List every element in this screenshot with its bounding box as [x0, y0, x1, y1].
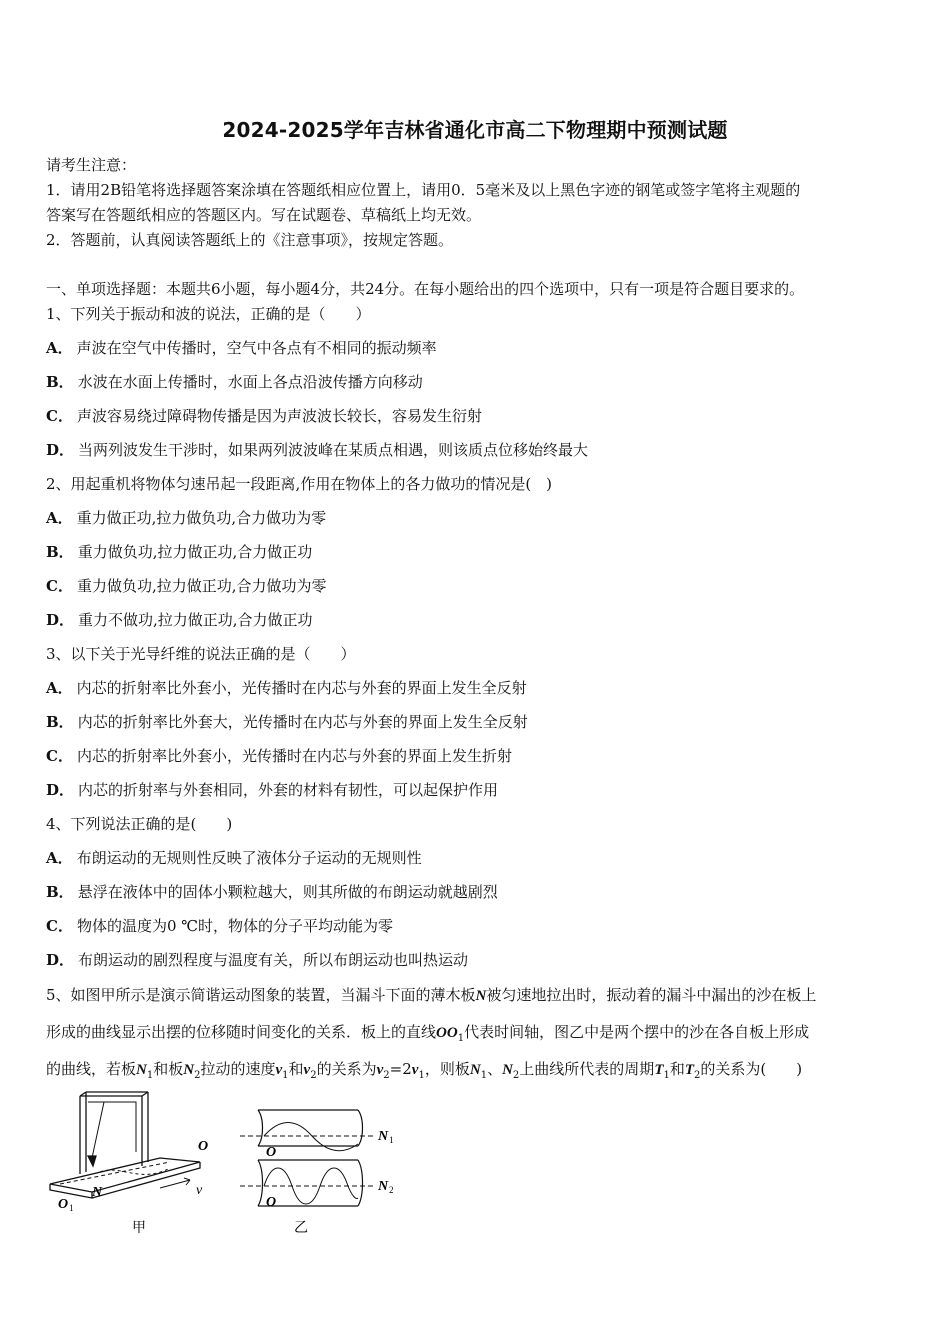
figure-label-o-bottom: O	[266, 1195, 277, 1210]
section-heading: 一、单项选择题：本题共6小题，每小题4分，共24分。在每小题给出的四个选项中，只有一项是符合题目要求的。	[46, 280, 805, 298]
symbol: N	[502, 1062, 513, 1078]
pendulum-figure	[40, 1088, 420, 1238]
figure-label-v: v	[196, 1183, 203, 1198]
symbol: T	[684, 1062, 695, 1078]
option-text: 内芯的折射率比外套小，光传播时在内芯与外套的界面上发生全反射	[76, 679, 527, 697]
option-text: 声波容易绕过障碍物传播是因为声波波长较长，容易发生衍射	[76, 407, 482, 425]
text: 代表时间轴，图乙中是两个摆中的沙在各自板上形成	[464, 1023, 810, 1041]
subscript: 1	[282, 1070, 289, 1081]
option-text: 悬浮在液体中的固体小颗粒越大，则其所做的布朗运动就越剧烈	[77, 883, 498, 901]
notice-item-2: 2．答题前，认真阅读答题纸上的《注意事项》，按规定答题。	[46, 231, 454, 249]
text: 和	[288, 1060, 304, 1078]
question-4-option-b: B． 悬浮在液体中的固体小颗粒越大，则其所做的布朗运动就越剧烈	[46, 883, 498, 901]
subscript: 2	[194, 1070, 201, 1081]
figure-label-n1-sub: 1	[389, 1135, 394, 1145]
question-5-line-1	[46, 984, 816, 1005]
figure-label-o1-sub: 1	[69, 1203, 74, 1213]
question-3-option-d: D． 内芯的折射率与外套相同，外套的材料有韧性，可以起保护作用	[46, 781, 499, 799]
text: 的曲线，若板	[46, 1060, 137, 1078]
text: 5、如图甲所示是演示简谐运动图象的装置，当漏斗下面的薄木板	[46, 986, 476, 1004]
symbol: v	[275, 1062, 283, 1078]
question-2-stem: 2、用起重机将物体匀速吊起一段距离,作用在物体上的各力做功的情况是( )	[46, 475, 553, 493]
option-text: 声波在空气中传播时，空气中各点有不相同的振动频率	[76, 339, 437, 357]
notice-heading: 请考生注意：	[46, 156, 137, 174]
option-text: 内芯的折射率比外套大，光传播时在内芯与外套的界面上发生全反射	[77, 713, 528, 731]
text: 形成的曲线显示出摆的位移随时间变化的关系．板上的直线	[46, 1023, 437, 1041]
figure-label-n2: N	[378, 1179, 389, 1194]
question-3-option-b: B． 内芯的折射率比外套大，光传播时在内芯与外套的界面上发生全反射	[46, 713, 528, 731]
question-5-line-2	[46, 1021, 809, 1044]
text: ，则板	[424, 1060, 470, 1078]
question-2-option-b: B． 重力做负功,拉力做正功,合力做正功	[46, 543, 313, 561]
option-text: 重力不做功,拉力做正功,合力做正功	[78, 611, 313, 629]
option-text: 水波在水面上传播时，水面上各点沿波传播方向移动	[77, 373, 423, 391]
text: 的关系为( )	[700, 1060, 803, 1078]
subscript: 1	[418, 1070, 425, 1081]
option-text: 物体的温度为0 ℃时，物体的分子平均动能为零	[76, 917, 394, 935]
text: 和板	[153, 1060, 184, 1078]
figure-label-n1: N	[378, 1129, 389, 1144]
notice-item-1a: 1．请用2B铅笔将选择题答案涂填在答题纸相应位置上，请用0．5毫米及以上黑色字迹的钢笔或签字笔将主观题的	[46, 181, 801, 199]
subscript: 2	[383, 1070, 390, 1081]
subscript: 1	[457, 1033, 465, 1044]
symbol: N	[136, 1062, 147, 1078]
question-3-option-c: C． 内芯的折射率比外套小，光传播时在内芯与外套的界面上发生折射	[46, 747, 512, 765]
notice-item-1b: 答案写在答题纸相应的答题区内。写在试题卷、草稿纸上均无效。	[46, 206, 482, 224]
option-text: 布朗运动的剧烈程度与温度有关，所以布朗运动也叫热运动	[78, 951, 469, 969]
option-text: 重力做负功,拉力做正功,合力做正功	[77, 543, 313, 561]
text: 拉动的速度	[200, 1060, 276, 1078]
question-4-option-c: C． 物体的温度为0 ℃时，物体的分子平均动能为零	[46, 917, 394, 935]
option-text: 内芯的折射率比外套小，光传播时在内芯与外套的界面上发生折射	[76, 747, 512, 765]
option-text: 布朗运动的无规则性反映了液体分子运动的无规则性	[76, 849, 422, 867]
text: 和	[669, 1060, 685, 1078]
question-5-line-3	[46, 1058, 802, 1081]
symbol: v	[411, 1062, 419, 1078]
question-2-option-a: A． 重力做正功,拉力做负功,合力做功为零	[46, 509, 327, 527]
figure-caption-yi: 乙	[294, 1220, 308, 1236]
symbol: v	[376, 1062, 384, 1078]
text: =2	[389, 1060, 412, 1078]
symbol: N	[475, 988, 487, 1004]
question-1-option-d: D． 当两列波发生干涉时，如果两列波波峰在某质点相遇，则该质点位移始终最大	[46, 441, 589, 459]
subscript: 2	[694, 1070, 701, 1081]
figure-yi-plates	[240, 1110, 374, 1206]
text: 的关系为	[316, 1060, 377, 1078]
page-title: 2024-2025学年吉林省通化市高二下物理期中预测试题	[222, 118, 728, 142]
question-1-option-c: C． 声波容易绕过障碍物传播是因为声波波长较长，容易发生衍射	[46, 407, 482, 425]
text: 、	[487, 1060, 503, 1078]
figure-label-n: N	[92, 1185, 103, 1200]
question-2-option-d: D． 重力不做功,拉力做正功,合力做正功	[46, 611, 313, 629]
question-3-option-a: A． 内芯的折射率比外套小，光传播时在内芯与外套的界面上发生全反射	[46, 679, 527, 697]
option-text: 重力做正功,拉力做负功,合力做功为零	[76, 509, 327, 527]
symbol: OO	[436, 1025, 458, 1041]
question-4-option-d: D． 布朗运动的剧烈程度与温度有关，所以布朗运动也叫热运动	[46, 951, 469, 969]
question-1-option-b: B． 水波在水面上传播时，水面上各点沿波传播方向移动	[46, 373, 423, 391]
question-4-stem: 4、下列说法正确的是( )	[46, 815, 233, 833]
figure-label-o1: O	[58, 1197, 69, 1212]
option-text: 重力做负功,拉力做正功,合力做功为零	[76, 577, 327, 595]
figure-jia-apparatus	[50, 1092, 200, 1198]
figure-caption-jia: 甲	[132, 1220, 146, 1236]
question-2-option-c: C． 重力做负功,拉力做正功,合力做功为零	[46, 577, 327, 595]
question-3-stem: 3、以下关于光导纤维的说法正确的是（ ）	[46, 645, 356, 663]
symbol: v	[303, 1062, 311, 1078]
symbol: N	[469, 1062, 481, 1078]
subscript: 1	[480, 1070, 488, 1081]
symbol: N	[183, 1062, 195, 1078]
figure-label-o-top: O	[266, 1145, 277, 1160]
question-4-option-a: A． 布朗运动的无规则性反映了液体分子运动的无规则性	[46, 849, 422, 867]
text: 上曲线所代表的周期	[519, 1060, 655, 1078]
option-text: 当两列波发生干涉时，如果两列波波峰在某质点相遇，则该质点位移始终最大	[78, 441, 589, 459]
option-text: 内芯的折射率与外套相同，外套的材料有韧性，可以起保护作用	[78, 781, 499, 799]
question-1-stem: 1、下列关于振动和波的说法，正确的是（ ）	[46, 305, 371, 323]
subscript: 1	[663, 1070, 670, 1081]
figure-label-o: O	[198, 1139, 209, 1154]
symbol: T	[654, 1062, 664, 1078]
question-1-option-a: A． 声波在空气中传播时，空气中各点有不相同的振动频率	[46, 339, 437, 357]
figure-label-n2-sub: 2	[389, 1185, 394, 1195]
subscript: 1	[146, 1070, 154, 1081]
text: 被匀速地拉出时，振动着的漏斗中漏出的沙在板上	[486, 986, 817, 1004]
subscript: 2	[512, 1070, 520, 1081]
subscript: 2	[310, 1070, 317, 1081]
